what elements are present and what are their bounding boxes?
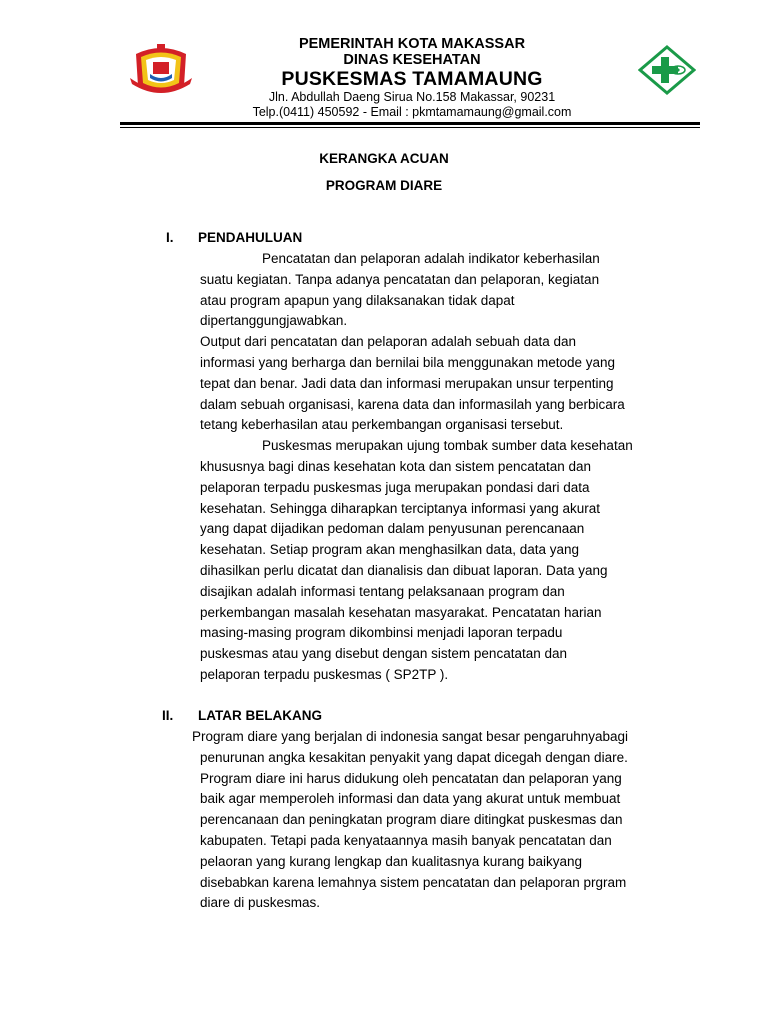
section-2-heading: LATAR BELAKANG xyxy=(198,708,322,723)
body-line: kesehatan. Setiap program akan menghasilkan data, data yang xyxy=(200,542,580,558)
body-line: Puskesmas merupakan ujung tombak sumber data kesehatan xyxy=(262,438,633,454)
section-1-body xyxy=(200,249,690,686)
body-line: dihasilkan perlu dicatat dan dianalisis dan dibuat laporan. Data yang xyxy=(200,562,608,578)
body-line: kesehatan. Sehingga diharapkan terciptanya informasi yang akurat xyxy=(200,500,601,516)
letterhead xyxy=(200,36,624,120)
body-line: perkembangan masalah kesehatan masyarakat. Pencatatan harian xyxy=(200,604,602,620)
body-line: Program diare ini harus didukung oleh pencatatan dan pelaporan yang xyxy=(200,770,622,786)
body-line: penurunan angka kesakitan penyakit yang dapat dicegah dengan diare. xyxy=(200,749,628,765)
section-1-number: I. xyxy=(166,230,174,245)
body-line: dalam sebuah organisasi, karena data dan informasilah yang berbicara xyxy=(200,396,625,412)
section-1-heading: PENDAHULUAN xyxy=(198,230,303,245)
makassar-emblem-icon xyxy=(126,40,196,96)
letterhead-government: PEMERINTAH KOTA MAKASSAR xyxy=(298,36,526,52)
letterhead-thin-rule xyxy=(120,127,700,128)
body-line: Pencatatan dan pelaporan adalah indikator keberhasilan xyxy=(262,251,600,266)
document-subtitle: PROGRAM DIARE xyxy=(325,178,443,193)
body-line: pelaporan terpadu puskesmas juga merupakan pondasi dari data xyxy=(200,479,590,495)
letterhead-department: DINAS KESEHATAN xyxy=(343,52,481,68)
body-line: puskesmas atau yang disebut dengan sistem pencatatan dan xyxy=(200,646,567,662)
body-line: disebabkan karena lemahnya sistem pencatatan dan pelaporan prgram xyxy=(200,874,627,890)
document-title: KERANGKA ACUAN xyxy=(319,151,449,166)
letterhead-contact: Telp.(0411) 450592 - Email : pkmtamamaung@gmail.com xyxy=(252,105,572,119)
body-line: diare di puskesmas. xyxy=(200,895,321,911)
letterhead-institution: PUSKESMAS TAMAMAUNG xyxy=(281,68,543,90)
body-line: tetang keberhasilan atau perkembangan organisasi tersebut. xyxy=(200,417,564,433)
body-line: kabupaten. Tetapi pada kenyataannya masih banyak pencatatan dan xyxy=(200,832,612,848)
letterhead-thick-rule xyxy=(120,122,700,125)
body-line: masing-masing program dikombinsi menjadi laporan terpadu xyxy=(200,625,563,641)
body-line: tepat dan benar. Jadi data dan informasi merupakan unsur terpenting xyxy=(200,375,614,391)
body-line: informasi yang berharga dan bernilai bila menggunakan metode yang xyxy=(200,354,616,370)
body-line: dipertanggungjawabkan. xyxy=(200,313,348,329)
section-2-body xyxy=(192,727,690,914)
body-line: disajikan adalah informasi tentang pelaksanaan program dan xyxy=(200,583,565,599)
body-line: Output dari pencatatan dan pelaporan adalah sebuah data dan xyxy=(200,334,577,350)
puskesmas-logo-icon xyxy=(638,45,696,95)
body-line: perencanaan dan peningkatan program diare ditingkat puskesmas dan xyxy=(200,812,623,828)
body-line: khususnya bagi dinas kesehatan kota dan sistem pencatatan dan xyxy=(200,458,592,474)
body-line: Program diare yang berjalan di indonesia sangat besar pengaruhnyabagi xyxy=(192,729,629,744)
body-line: pelaporan terpadu puskesmas ( SP2TP ). xyxy=(200,666,449,682)
body-line: suatu kegiatan. Tanpa adanya pencatatan dan pelaporan, kegiatan xyxy=(200,271,600,287)
body-line: yang dapat dijadikan pedoman dalam penyusunan perencanaan xyxy=(200,521,585,537)
body-line: baik agar memperoleh informasi dan data yang akurat untuk membuat xyxy=(200,791,621,807)
body-line: pelaoran yang kurang lengkap dan kualitasnya kurang baikyang xyxy=(200,853,583,869)
body-line: atau program apapun yang dilaksanakan tidak dapat xyxy=(200,292,515,308)
letterhead-address: Jln. Abdullah Daeng Sirua No.158 Makassar, 90231 xyxy=(268,90,556,104)
section-2-number: II. xyxy=(162,708,174,723)
